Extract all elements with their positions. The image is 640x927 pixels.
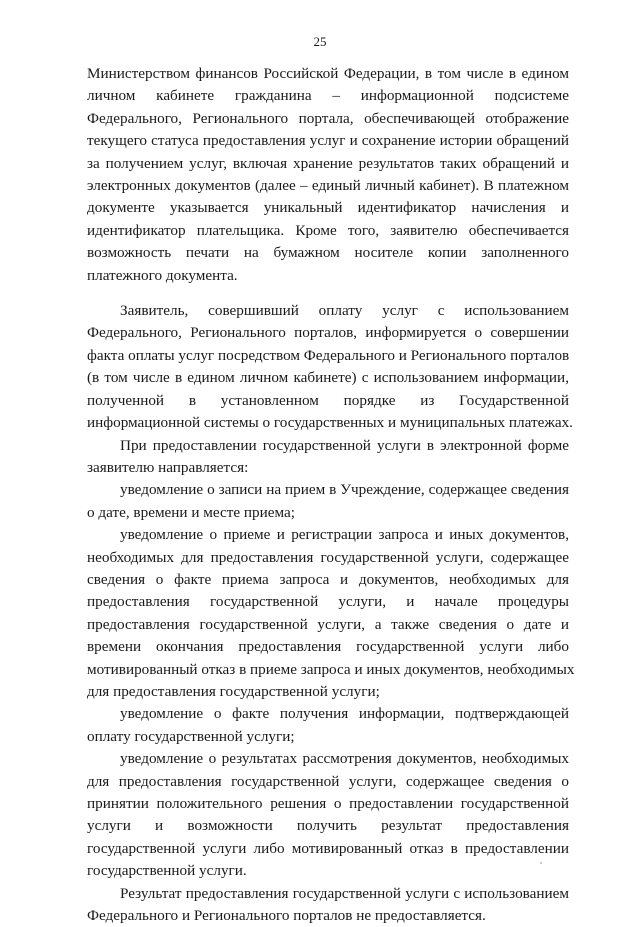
text-line: для предоставления государственной услуги, содержащее сведения о — [87, 772, 569, 790]
text-line: государственной услуги. — [87, 862, 247, 880]
text-line: за получением услуг, включая хранение результатов таких обращений и — [87, 154, 569, 172]
text-line: Заявитель, совершивший оплату услуг с использованием — [120, 302, 569, 320]
text-line: полученной в установленном порядке из Государственной — [87, 391, 569, 409]
text-line: времени окончания предоставления государственной услуги либо — [87, 638, 569, 656]
paragraph — [87, 435, 569, 480]
text-line: документе указывается уникальный идентификатор начисления и — [87, 199, 569, 217]
page-number: 25 — [313, 34, 327, 49]
text-line: платежного документа. — [87, 266, 238, 284]
text-line: идентификатор плательщика. Кроме того, заявителю обеспечивается — [87, 221, 569, 239]
text-line: Результат предоставления государственной услуги с использованием — [120, 884, 569, 902]
paragraph — [87, 748, 569, 882]
text-line: оплату государственной услуги; — [87, 727, 295, 745]
text-line: необходимых для предоставления государственной услуги, содержащее — [87, 548, 569, 566]
text-line: личном кабинете гражданина – информационной подсистеме — [87, 87, 569, 105]
text-line: уведомление о результатах рассмотрения документов, необходимых — [120, 750, 569, 768]
text-line: уведомление о записи на прием в Учреждение, содержащее сведения — [120, 481, 569, 499]
text-line: текущего статуса предоставления услуг и сохранение истории обращений — [87, 132, 569, 150]
text-line: о дате, времени и месте приема; — [87, 503, 295, 521]
paragraph — [87, 524, 575, 703]
text-line: При предоставлении государственной услуги в электронной форме — [120, 436, 569, 454]
text-line: информационной системы о государственных и муниципальных платежах. — [87, 414, 573, 432]
scan-speck — [540, 862, 542, 864]
text-line: электронных документов (далее – единый личный кабинет). В платежном — [87, 177, 569, 195]
text-line: Федерального и Регионального порталов не предоставляется. — [87, 907, 486, 925]
text-line: Федерального, Регионального портала, обеспечивающей отображение — [87, 109, 569, 127]
document-body — [87, 63, 575, 927]
text-line: мотивированный отказ в приеме запроса и иных документов, необходимых — [87, 660, 575, 678]
text-line: сведения о факте приема запроса и документов, необходимых для — [87, 570, 569, 588]
text-line: Федерального, Регионального порталов, информируется о совершении — [87, 324, 569, 342]
text-line: факта оплаты услуг посредством Федерального и Регионального порталов — [87, 346, 570, 364]
text-line: предоставления государственной услуги, а также сведения о дате и — [87, 615, 569, 633]
text-line: возможность печати на бумажном носителе копии заполненного — [87, 244, 569, 262]
text-line: уведомление о факте получения информации, подтверждающей — [120, 705, 569, 723]
text-line: государственной услуги либо мотивированный отказ в предоставлении — [87, 839, 569, 857]
paragraph — [87, 479, 569, 524]
text-line: услуги и возможности получить результат предоставления — [87, 817, 569, 835]
text-line: (в том числе в едином личном кабинете) с использованием информации, — [87, 369, 569, 387]
text-line: Министерством финансов Российской Федерации, в том числе в едином — [87, 65, 569, 82]
text-line: для предоставления государственной услуги; — [87, 682, 380, 700]
text-line: предоставления государственной услуги, и начале процедуры — [87, 593, 569, 611]
text-line: уведомление о приеме и регистрации запроса и иных документов, — [120, 526, 569, 544]
paragraph — [87, 63, 569, 287]
paragraph — [87, 300, 573, 434]
text-line: принятии положительного решения о предоставлении государственной — [87, 795, 569, 812]
text-line: заявителю направляется: — [87, 458, 249, 476]
paragraph — [87, 703, 569, 748]
